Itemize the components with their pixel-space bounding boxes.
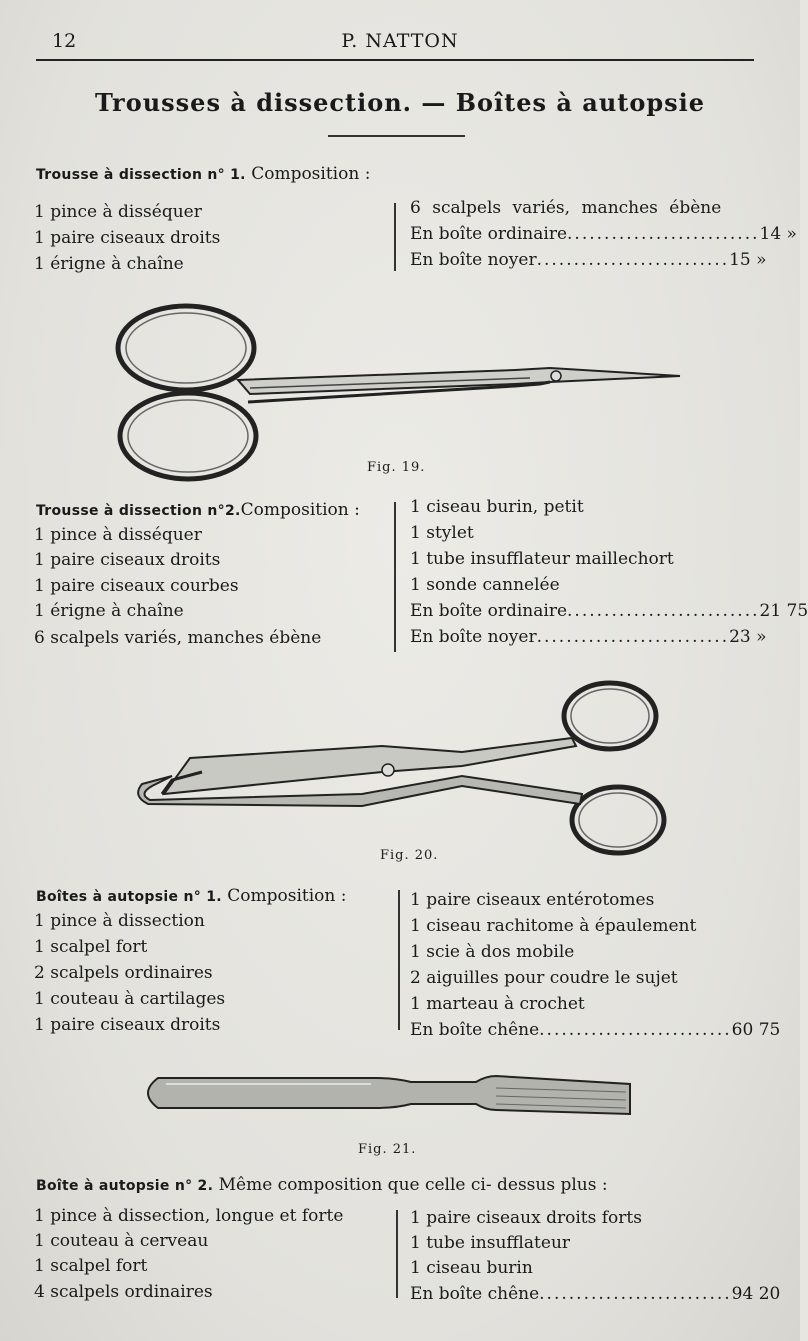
section-1-heading-bold: Trousse à dissection n° 1.	[36, 167, 246, 183]
s2-right-item: 1 stylet	[410, 523, 474, 543]
s1-right-item: 6 scalpels variés, manches ébène	[410, 198, 722, 218]
column-divider	[394, 203, 396, 271]
s3-left-item: 1 paire ciseaux droits	[34, 1015, 221, 1035]
s3-right-item: 1 scie à dos mobile	[410, 942, 575, 962]
section-3-heading	[36, 886, 347, 906]
s4-right-item: 1 paire ciseaux droits forts	[410, 1208, 642, 1228]
header-rule	[36, 59, 754, 61]
section-3-heading-bold: Boîtes à autopsie n° 1.	[36, 889, 222, 905]
s2-left-item: 6 scalpels variés, manches ébène	[34, 628, 322, 648]
s4-right-item: 1 tube insufflateur	[410, 1233, 571, 1253]
section-1-heading	[36, 164, 370, 184]
column-divider	[398, 890, 400, 1030]
s3-left-item: 1 pince à dissection	[34, 911, 205, 931]
s1-left-item: 1 érigne à chaîne	[34, 254, 184, 274]
leader-dots: ..........................	[536, 250, 730, 270]
column-divider	[394, 502, 396, 652]
s2-left-item: 1 érigne à chaîne	[34, 601, 184, 621]
s2-right-item: 1 ciseau burin, petit	[410, 497, 584, 517]
s2-right-item: 1 tube insufflateur maillechort	[410, 549, 674, 569]
price-value: 60 75	[731, 1020, 781, 1040]
s2-right-item: 1 sonde cannelée	[410, 575, 560, 595]
price-label: En boîte noyer	[410, 250, 537, 270]
section-4-heading-bold: Boîte à autopsie n° 2.	[36, 1178, 214, 1194]
leader-dots: ..........................	[539, 1284, 732, 1304]
figure-19-caption: Fig. 19.	[367, 460, 426, 475]
title-rule	[328, 135, 465, 137]
price-label: En boîte ordinaire	[410, 224, 568, 244]
page-number: 12	[52, 30, 77, 52]
s3-right-item: 1 ciseau rachitome à épaulement	[410, 916, 697, 936]
section-2-heading-rest: Composition :	[240, 500, 360, 520]
section-4-heading-rest: Même composition que celle ci- dessus plus :	[213, 1175, 608, 1195]
s1-left-item: 1 pince à disséquer	[34, 202, 202, 222]
section-4-heading	[36, 1175, 608, 1195]
s4-left-item: 1 couteau à cerveau	[34, 1231, 209, 1251]
section-2-heading-bold: Trousse à dissection n°2.	[36, 503, 241, 519]
s4-left-item: 1 pince à dissection, longue et forte	[34, 1206, 344, 1226]
s2-left-item: 1 pince à disséquer	[34, 525, 202, 545]
s3-right-item: 1 paire ciseaux entérotomes	[410, 890, 655, 910]
enterotome-scissors-illustration	[132, 676, 672, 861]
leader-dots: ..........................	[539, 1020, 732, 1040]
s4-right-item: 1 ciseau burin	[410, 1258, 533, 1278]
leader-dots: ..........................	[567, 601, 760, 621]
leader-dots: ..........................	[536, 627, 730, 647]
s3-right-item: 2 aiguilles pour coudre le sujet	[410, 968, 678, 988]
s1-price-row	[410, 224, 797, 244]
figure-21-caption: Fig. 21.	[358, 1142, 417, 1157]
chisel-illustration	[136, 1070, 636, 1120]
section-3-heading-rest: Composition :	[221, 886, 347, 906]
price-value: 14 »	[759, 224, 797, 244]
price-value: 15 »	[729, 250, 767, 270]
s3-left-item: 1 couteau à cartilages	[34, 989, 226, 1009]
figure-20-caption: Fig. 20.	[380, 848, 439, 863]
price-value: 23 »	[729, 627, 767, 647]
s2-price-row	[410, 627, 767, 647]
running-head-author: P. NATTON	[341, 30, 459, 52]
price-label: En boîte ordinaire	[410, 601, 568, 621]
s1-price-row	[410, 250, 767, 270]
s4-left-item: 1 scalpel fort	[34, 1256, 148, 1276]
s4-left-item: 4 scalpels ordinaires	[34, 1282, 213, 1302]
price-label: En boîte chêne	[410, 1284, 540, 1304]
s2-price-row	[410, 601, 808, 621]
price-value: 21 75	[759, 601, 808, 621]
price-label: En boîte chêne	[410, 1020, 540, 1040]
s3-right-item: 1 marteau à crochet	[410, 994, 585, 1014]
s4-price-row	[410, 1284, 781, 1304]
s1-left-item: 1 paire ciseaux droits	[34, 228, 221, 248]
leader-dots: ..........................	[567, 224, 760, 244]
price-value: 94 20	[731, 1284, 781, 1304]
s3-price-row	[410, 1020, 781, 1040]
price-label: En boîte noyer	[410, 627, 537, 647]
s2-left-item: 1 paire ciseaux courbes	[34, 576, 239, 596]
column-divider	[396, 1210, 398, 1298]
s2-left-item: 1 paire ciseaux droits	[34, 550, 221, 570]
section-2-heading	[36, 500, 360, 520]
s3-left-item: 1 scalpel fort	[34, 937, 148, 957]
section-1-heading-rest: Composition :	[245, 164, 371, 184]
s3-left-item: 2 scalpels ordinaires	[34, 963, 213, 983]
page-title: Trousses à dissection. — Boîtes à autopsie	[94, 88, 706, 117]
